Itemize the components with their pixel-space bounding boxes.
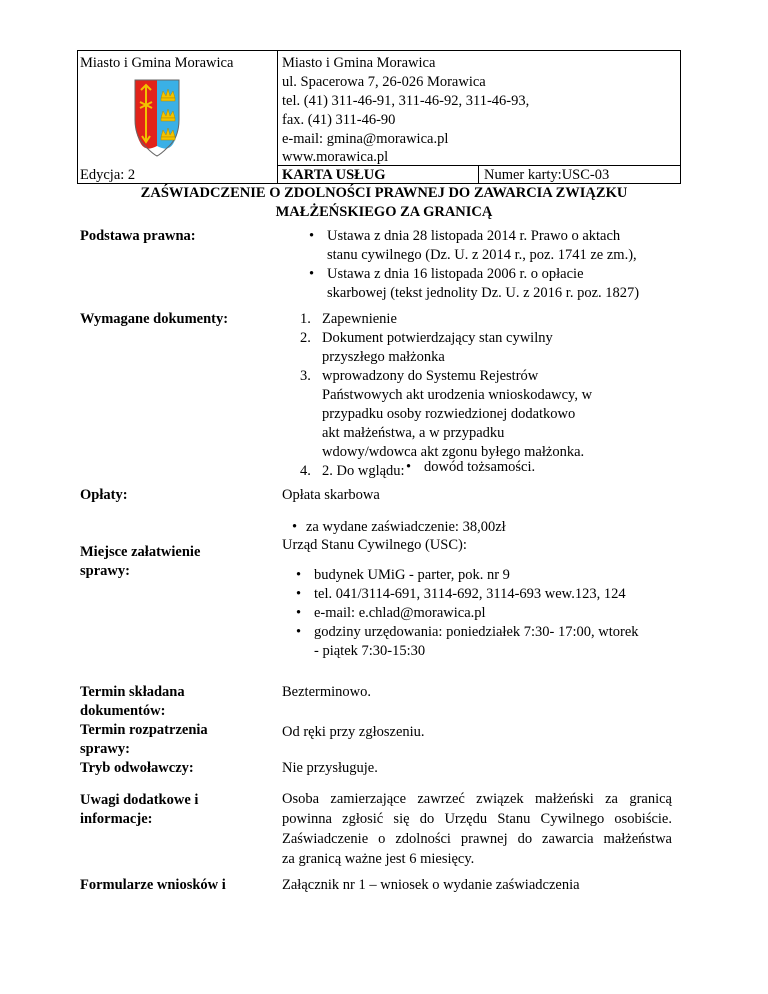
filing-term-value: Bezterminowo.: [282, 684, 371, 700]
list-item: • dowód tożsamości.: [406, 458, 666, 477]
address-line: e-mail: gmina@morawica.pl: [282, 131, 449, 147]
location-list: [296, 566, 676, 661]
documents-label: Wymagane dokumenty:: [80, 311, 229, 327]
appeal-value: Nie przysługuje.: [282, 760, 378, 776]
review-term-label: sprawy:: [80, 741, 130, 757]
location-label: Miejsce załatwienie: [80, 544, 201, 560]
documents-list: [300, 310, 670, 481]
list-item: 4. 2. Do wglądu:: [300, 463, 405, 479]
legal-basis-list: [309, 227, 689, 303]
table-border-left: [77, 50, 78, 184]
office-name-left: Miasto i Gmina Morawica: [80, 55, 234, 71]
table-border-right: [680, 50, 681, 184]
documents-sublist: [406, 458, 666, 477]
document-title: ZAŚWIADCZENIE O ZDOLNOŚCI PRAWNEJ DO ZAWARCIA ZWIĄZKU: [140, 185, 628, 201]
location-label: sprawy:: [80, 563, 130, 579]
fees-text: Opłata skarbowa: [282, 487, 380, 503]
coat-of-arms-icon: [133, 78, 181, 158]
forms-label: Formularze wniosków i: [80, 877, 226, 893]
list-item: • Ustawa z dnia 28 listopada 2014 r. Prawo o aktach stanu cywilnego (Dz. U. z 2014 r., poz. 1741 ze zm.),: [309, 227, 689, 265]
address-line: tel. (41) 311-46-91, 311-46-92, 311-46-93,: [282, 93, 530, 109]
table-border-top: [77, 50, 681, 51]
location-office: Urząd Stanu Cywilnego (USC):: [282, 537, 467, 553]
list-item: • e-mail: e.chlad@morawica.pl: [296, 604, 676, 623]
card-number-divider: [478, 165, 479, 184]
filing-term-label: dokumentów:: [80, 703, 166, 719]
legal-basis-label: Podstawa prawna:: [80, 228, 196, 244]
card-label: KARTA USŁUG: [282, 167, 386, 183]
list-item: • za wydane zaświadczenie: 38,00zł: [292, 518, 672, 537]
fees-list: [292, 518, 672, 537]
fees-label: Opłaty:: [80, 487, 128, 503]
edition-label: Edycja: 2: [80, 167, 136, 183]
list-item: • tel. 041/3114-691, 3114-692, 3114-693 wew.123, 124: [296, 585, 676, 604]
list-item: 1. Zapewnienie: [300, 311, 397, 327]
review-term-label: Termin rozpatrzenia: [80, 722, 208, 738]
header-column-divider: [277, 50, 278, 184]
remarks-label: Uwagi dodatkowe i: [80, 792, 199, 808]
remarks-text: Osoba zamierzające zawrzeć związek małżeński za granicą powinna zgłosić się do Urzędu Stanu Cywilnego osobiście. Zaświadczenie o zdolności prawnej do zawarcia małżeństwa za granicą ważne jest 6 miesięcy.: [282, 791, 672, 867]
appeal-label: Tryb odwoławczy:: [80, 760, 194, 776]
card-number: Numer karty:USC-03: [484, 167, 610, 183]
address-line: www.morawica.pl: [282, 149, 389, 165]
list-item: 3. wprowadzony do Systemu Rejestrów Państwowych akt urodzenia wnioskodawcy, w przypadku osoby rozwiedzionej dodatkowo akt małżeństwa, a w przypadku wdowy/wdowca akt zgonu byłego małżonka.: [300, 368, 593, 460]
list-item: 2. Dokument potwierdzający stan cywilny przyszłego małżonka: [300, 330, 553, 365]
remarks-label: informacje:: [80, 811, 153, 827]
address-line: ul. Spacerowa 7, 26-026 Morawica: [282, 74, 486, 90]
coat-of-arms: [133, 78, 181, 158]
document-title: MAŁŻEŃSKIEGO ZA GRANICĄ: [275, 204, 493, 220]
forms-text: Załącznik nr 1 – wniosek o wydanie zaświadczenia: [282, 877, 580, 893]
address-line: fax. (41) 311-46-90: [282, 112, 396, 128]
list-item: • budynek UMiG - parter, pok. nr 9: [296, 566, 676, 585]
list-item: • godziny urzędowania: poniedziałek 7:30- 17:00, wtorek - piątek 7:30-15:30: [296, 623, 676, 661]
review-term-value: Od ręki przy zgłoszeniu.: [282, 724, 425, 740]
address-line: Miasto i Gmina Morawica: [282, 55, 436, 71]
filing-term-label: Termin składana: [80, 684, 185, 700]
list-item: • Ustawa z dnia 16 listopada 2006 r. o opłacie skarbowej (tekst jednolity Dz. U. z 2016 r. poz. 1827): [309, 265, 689, 303]
